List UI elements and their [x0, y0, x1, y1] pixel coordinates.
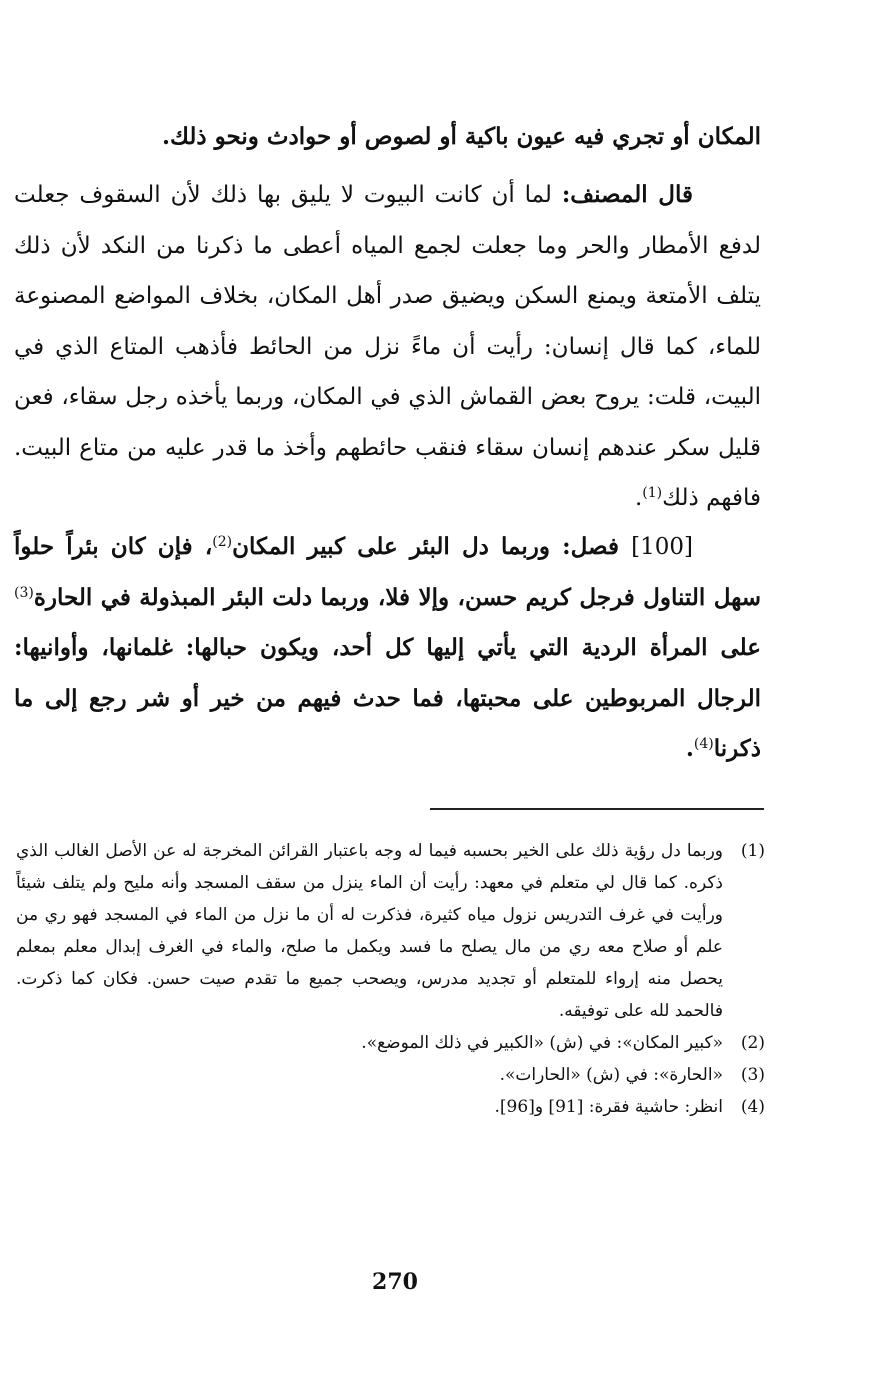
footnote-4 — [16, 1091, 765, 1123]
paragraph-section-100 — [14, 522, 761, 775]
paragraph-body — [14, 522, 761, 775]
paragraph-text: لما أن كانت البيوت لا يليق بها ذلك لأن السقوف جعلت لدفع الأمطار والحر وما جعلت لجمع المياه أعطى ما ذكرنا من النكد لأن ذلك يتلف الأمتعة ويمنع السكن ويضيق صدر أهل المكان، بخلاف المواضع المصنوعة للماء، كما قال إنسان: رأيت أن ماءً نزل من الحائط فأذهب المتاع الذي في البيت، قلت: يروح بعض القماش الذي في المكان، وربما يأخذه رجل سقاء، فعن قليل سكر عندهم إنسان سقاء فنقب حائطهم وأخذ ما قدر عليه من متاع البيت. فافهم ذلك — [14, 182, 761, 511]
paragraph-text-c: على المرأة الردية التي يأتي إليها كل أحد، ويكون حبالها: غلمانها، وأوانيها: الرجال المربوطين على محبتها، فما حدث فيهم من خير أو شر رجع إلى ما ذكرنا — [14, 634, 761, 762]
paragraph-text-b: ، فإن كان بئراً حلواً سهل التناول فرجل كريم حسن، وإلا فلا، وربما دلت البئر المبذولة في الحارة — [14, 533, 761, 611]
footnotes — [16, 835, 765, 1123]
footnote-3 — [16, 1059, 765, 1091]
footnote-ref-2[interactable]: (2) — [212, 534, 233, 550]
footnote-2 — [16, 1027, 765, 1059]
footnote-text: «الحارة»: في (ش) «الحارات». — [499, 1065, 723, 1085]
section-number: [100] — [631, 534, 693, 560]
footnote-ref-4[interactable]: (4) — [693, 736, 714, 752]
paragraph-continuation — [14, 112, 761, 163]
paragraph-text: المكان أو تجري فيه عيون باكية أو لصوص أو حوادث ونحو ذلك. — [161, 123, 761, 150]
footnote-ref-3[interactable]: (3) — [14, 584, 34, 601]
footnote-number: (3) — [740, 1065, 765, 1085]
paragraph-end: . — [634, 485, 643, 511]
footnote-text: وربما دل رؤية ذلك على الخير بحسبه فيما له وجه باعتبار القرائن المخرجة له عن الأصل الغالب الذي ذكره. كما قال لي متعلم في معهد: رأيت أن الماء ينزل من سقف المسجد وأنه مليح ولم يتلف شيئاً ورأيت في غرف التدريس نزول مياه كثيرة، فذكرت له أن ما نزل من الماء في المسجد فهو ري من علم أو صلاح معه ري من مال يصلح ما فسد ويكمل ما صلح، والماء في الغرف إبدال معلم بمعلم يحصل منه إرواء للمتعلم أو تجديد مدرس، ويصحب جميع ما تقدم صيت حسن. فكان كما ذكرت. فالحمد لله على توفيقه. — [16, 841, 724, 1021]
footnote-ref-1[interactable]: (1) — [642, 485, 663, 501]
paragraph-text-a: وربما دل البئر على كبير المكان — [232, 533, 563, 560]
footnote-text: انظر: حاشية فقرة: [91] و[96]. — [494, 1097, 723, 1117]
footnote-1 — [16, 835, 765, 1027]
footnote-number: (4) — [740, 1097, 765, 1117]
footnote-divider — [430, 808, 764, 810]
paragraph-text-d: . — [685, 735, 694, 762]
paragraph-lead: فصل: — [562, 533, 619, 560]
footnote-number: (2) — [740, 1033, 765, 1053]
page-number: 270 — [372, 1269, 418, 1295]
footnote-text: «كبير المكان»: في (ش) «الكبير في ذلك الموضع». — [361, 1033, 723, 1053]
paragraph-body — [14, 170, 761, 524]
footnote-number: (1) — [740, 841, 765, 861]
paragraph-lead: قال المصنف: — [561, 181, 693, 208]
paragraph-author-commentary — [14, 170, 761, 524]
